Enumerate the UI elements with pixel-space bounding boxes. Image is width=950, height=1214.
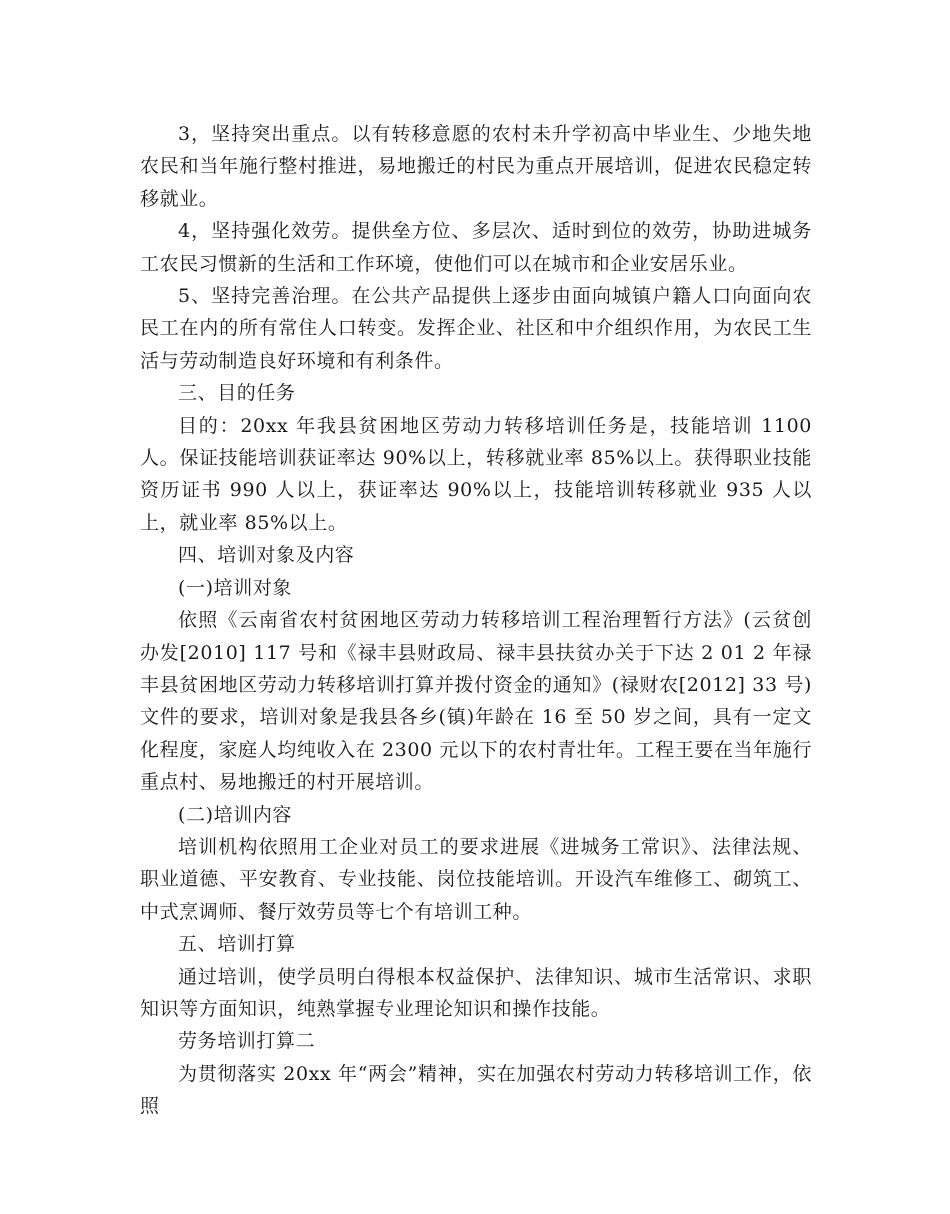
paragraph-principle-5: 5、坚持完善治理。在公共产品提供上逐步由面向城镇户籍人口向面向农民工在内的所有常住人口转变。发挥企业、社区和中介组织作用，为农民工生活与劳动制造良好环境和有利条件。 (140, 285, 812, 372)
paragraph-training-content: 培训机构依照用工企业对员工的要求进展《进城务工常识》、法律法规、职业道德、平安教育、专业技能、岗位技能培训。开设汽车维修工、砌筑工、中式烹调师、餐厅效劳员等七个有培训工种。 (140, 835, 812, 923)
paragraph-principle-4: 4，坚持强化效劳。提供垒方位、多层次、适时到位的效劳，协助进城务工农民习惯新的生活和工作环境，使他们可以在城市和企业安居乐业。 (140, 220, 812, 275)
paragraph-training-plan: 通过培训，使学员明白得根本权益保护、法律知识、城市生活常识、求职知识等方面知识，纯熟掌握专业理论知识和操作技能。 (140, 965, 812, 1020)
section-heading-training-plan: 五、培训打算 (178, 933, 296, 956)
subheading-training-targets: (一)培训对象 (178, 576, 293, 599)
paragraph-plan-two-intro: 为贯彻落实 20xx 年“两会”精神，实在加强农村劳动力转移培训工作，依照 (140, 1062, 812, 1118)
paragraph-training-targets: 依照《云南省农村贫困地区劳动力转移培训工程治理暂行方法》(云贫创办发[2010] 117 号和《禄丰县财政局、禄丰县扶贫办关于下达 2 01 2 年禄丰县贫困地区劳动力转移培训打算并拨付资金的通知》(禄财农[2012] 33 号)文件的要求，培训对象是我县各乡(镇)年龄在 16 至 50 岁之间，具有一定文化程度，家庭人均纯收入在 2300 元以下的农村青壮年。工程王要在当年施行重点村、易地搬迁的村开展培训。 (140, 609, 812, 794)
paragraph-goals: 目的：20xx 年我县贫困地区劳动力转移培训任务是，技能培训 1100 人。保证技能培训获证率达 90%以上，转移就业率 85%以上。获得职业技能资历证书 990 人以上，获证率达 90%以上，技能培训转移就业 935 人以上，就业率 85%以上。 (140, 414, 812, 534)
subheading-training-content: (二)培训内容 (178, 803, 293, 826)
section-heading-goals: 三、目的任务 (178, 382, 296, 405)
section-heading-targets-content: 四、培训对象及内容 (178, 544, 355, 567)
heading-plan-two: 劳务培训打算二 (178, 1030, 316, 1053)
document-body (140, 118, 812, 1123)
paragraph-principle-3: 3，坚持突出重点。以有转移意愿的农村未升学初高中毕业生、少地失地农民和当年施行整村推进，易地搬迁的村民为重点开展培训，促进农民稳定转移就业。 (140, 123, 812, 210)
